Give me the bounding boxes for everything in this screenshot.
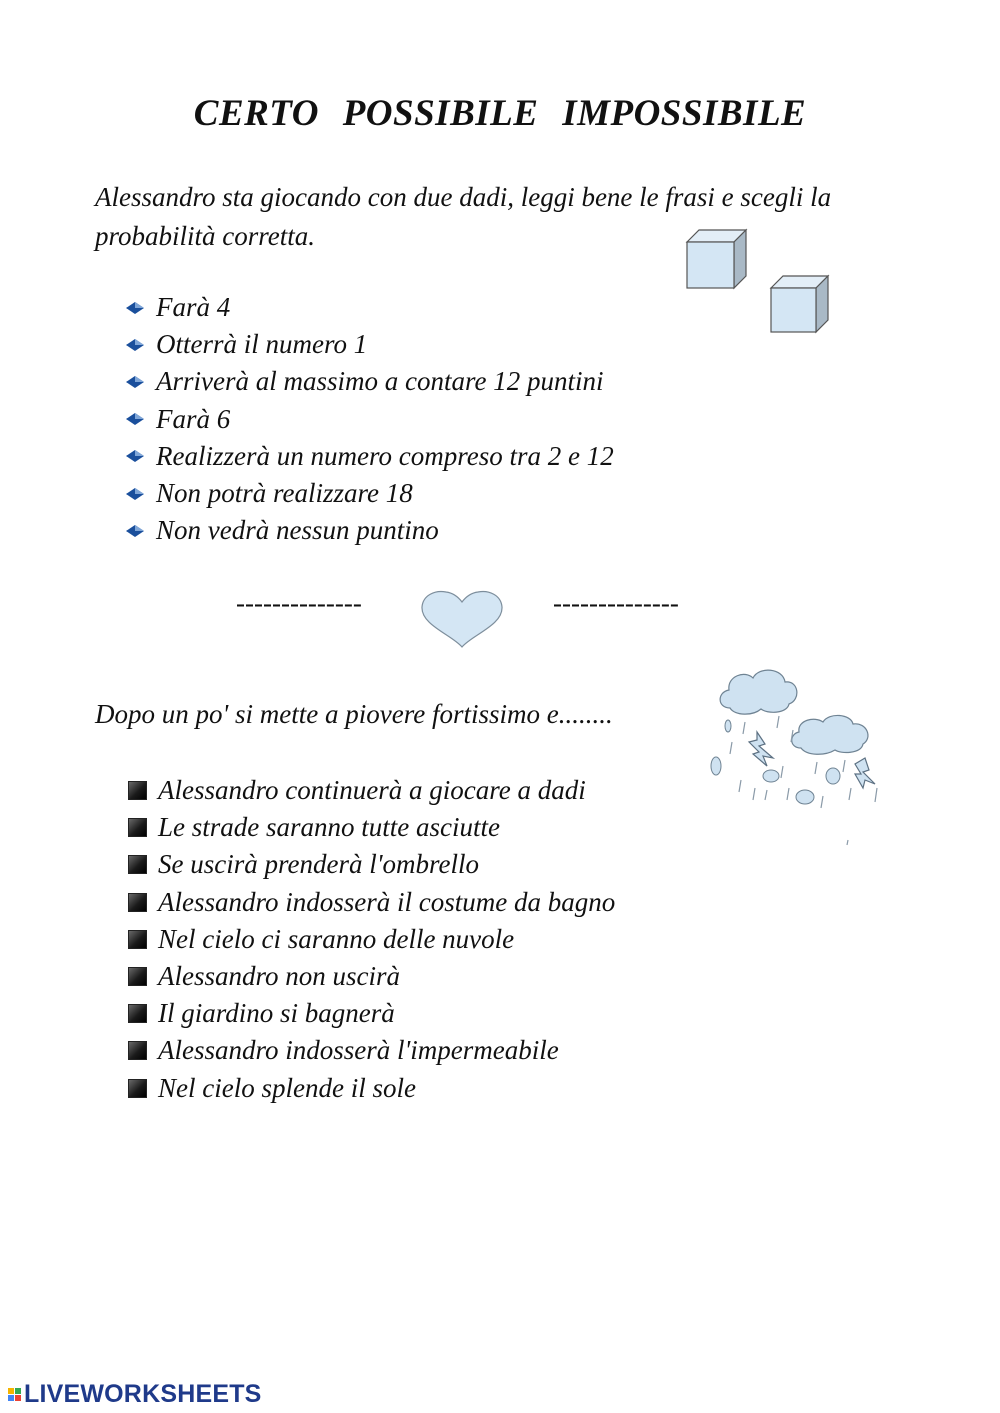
diamond-bullet-icon — [124, 338, 146, 352]
die-2 — [771, 276, 828, 332]
list-item: Realizzerà un numero compreso tra 2 e 12 — [124, 438, 614, 475]
square-bullet-icon — [128, 967, 147, 986]
dice-icon — [685, 228, 835, 336]
square-bullet-icon — [128, 1079, 147, 1098]
list-item: Se uscirà prenderà l'ombrello — [124, 846, 615, 883]
section2-list — [124, 772, 615, 1107]
diamond-bullet-icon — [124, 449, 146, 463]
square-bullet-icon — [128, 930, 147, 949]
section2-intro: Dopo un po' si mette a piovere fortissimo e........ — [95, 699, 613, 729]
list-item: Il giardino si bagnerà — [124, 995, 615, 1032]
square-bullet-icon — [128, 855, 147, 874]
list-item: Non vedrà nessun puntino — [124, 512, 614, 549]
list-item: Alessandro indosserà l'impermeabile — [124, 1032, 615, 1069]
divider-right: -------------- — [553, 588, 679, 618]
list-item: Otterrà il numero 1 — [124, 326, 614, 363]
list-item: Alessandro indosserà il costume da bagno — [124, 884, 615, 921]
divider-left: -------------- — [236, 588, 362, 618]
cloud-left — [720, 670, 797, 714]
diamond-bullet-icon — [124, 524, 146, 538]
diamond-bullet-icon — [124, 301, 146, 315]
section1-intro: Alessandro sta giocando con due dadi, leggi bene le frasi e scegli la probabilità corretta. — [95, 182, 832, 251]
cloud-right — [792, 715, 868, 754]
square-bullet-icon — [128, 1041, 147, 1060]
list-item: Le strade saranno tutte asciutte — [124, 809, 615, 846]
square-bullet-icon — [128, 781, 147, 800]
page-title: CERTO POSSIBILE IMPOSSIBILE — [193, 93, 807, 134]
section1-list — [124, 289, 614, 549]
brand-logo-icon — [8, 1388, 21, 1401]
list-item: Arriverà al massimo a contare 12 puntini — [124, 363, 614, 400]
list-item: Alessandro non uscirà — [124, 958, 615, 995]
list-item: Non potrà realizzare 18 — [124, 475, 614, 512]
list-item: Farà 4 — [124, 289, 614, 326]
diamond-bullet-icon — [124, 487, 146, 501]
square-bullet-icon — [128, 1004, 147, 1023]
diamond-bullet-icon — [124, 412, 146, 426]
square-bullet-icon — [128, 818, 147, 837]
list-item: Nel cielo splende il sole — [124, 1070, 615, 1107]
die-1 — [687, 230, 746, 288]
heart-icon — [419, 589, 505, 651]
list-item: Nel cielo ci saranno delle nuvole — [124, 921, 615, 958]
brand-name: LIVEWORKSHEETS — [24, 1380, 262, 1408]
diamond-bullet-icon — [124, 375, 146, 389]
storm-cloud-icon — [705, 662, 885, 847]
square-bullet-icon — [128, 893, 147, 912]
footer-brand[interactable] — [8, 1380, 262, 1409]
list-item: Farà 6 — [124, 401, 614, 438]
list-item: Alessandro continuerà a giocare a dadi — [124, 772, 615, 809]
